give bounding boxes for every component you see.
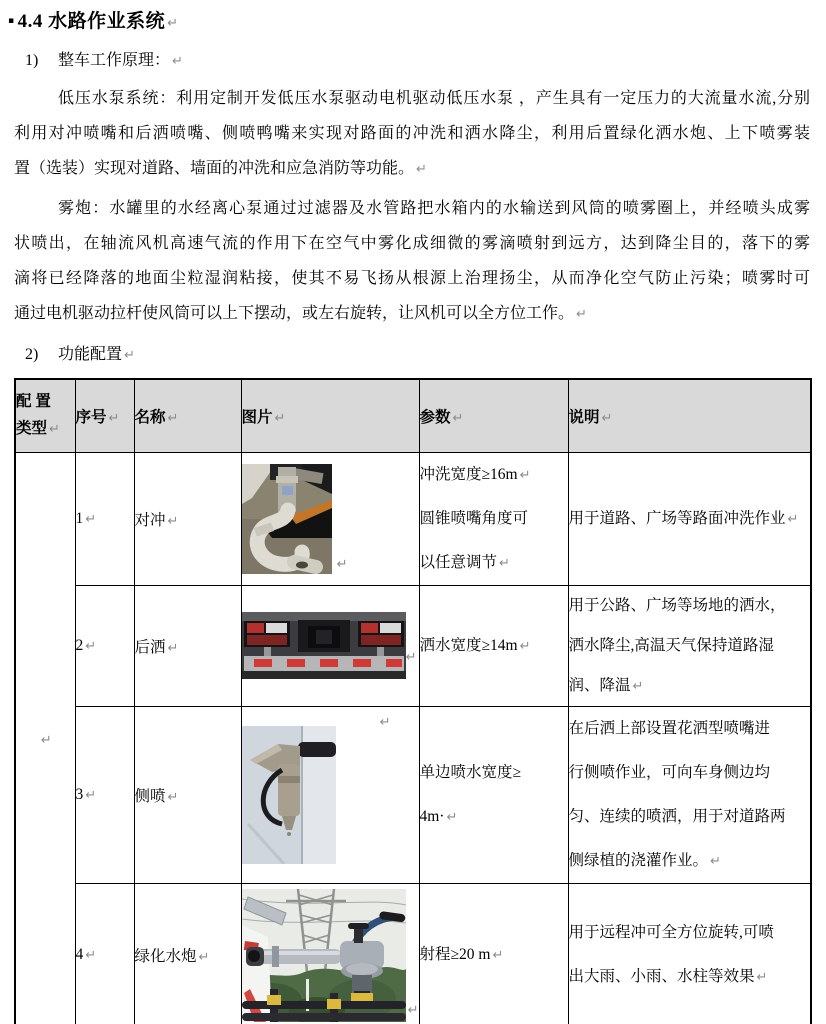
paragraph-mark-icon: ↵ xyxy=(407,1002,419,1018)
paragraph-mark-icon: ↵ xyxy=(710,853,721,869)
cell-param xyxy=(419,883,568,1024)
table-row xyxy=(15,585,811,706)
paragraph-mark-icon: ↵ xyxy=(167,789,179,805)
paragraph-line xyxy=(14,296,810,331)
paragraph-mark-icon: ↵ xyxy=(519,467,531,483)
paragraph-mark-icon: ↵ xyxy=(519,638,531,654)
cell-text: 绿化水炮 xyxy=(134,948,197,966)
rear-sprinkler-photo xyxy=(242,612,406,679)
cell-desc xyxy=(568,883,811,1024)
cell-text: 洒水宽度≥14m xyxy=(419,636,518,654)
table-header-row xyxy=(15,379,811,452)
cell-text: 用于道路、广场等路面冲洗作业 xyxy=(568,509,786,527)
cell-text: 用于公路、广场等场地的洒水， xyxy=(568,596,786,614)
paragraph-mark-icon: ↵ xyxy=(405,650,417,665)
table-row xyxy=(15,883,811,1024)
paragraph-mark-icon: ↵ xyxy=(85,787,97,803)
cell-name xyxy=(134,452,241,585)
cell-text: 行侧喷作业，可向车身侧边均 xyxy=(568,763,771,781)
cell-text: 润、降温 xyxy=(568,676,631,694)
cell-text: 以任意调节 xyxy=(419,553,498,571)
cell-text: 用于远程冲可全方位旋转,可喷 xyxy=(568,924,774,942)
header-image xyxy=(241,379,419,452)
paragraph-mark-icon: ↵ xyxy=(787,511,799,527)
paragraph-text: 通过电机驱动拉杆使风筒可以上下摆动，或左右旋转，让风机可以全方位工作。 xyxy=(14,305,575,322)
cell-image xyxy=(241,883,419,1024)
paragraph-line xyxy=(14,261,810,296)
paragraph-mark-icon: ↵ xyxy=(124,348,135,363)
cell-name xyxy=(134,883,241,1024)
paragraph-mark-icon: ↵ xyxy=(85,948,97,964)
cell-param xyxy=(419,585,568,706)
table-row xyxy=(15,452,811,585)
paragraph-line xyxy=(14,81,810,116)
paragraph-mark-icon: ↵ xyxy=(756,970,768,986)
paragraph-line xyxy=(14,116,810,151)
paragraph-line xyxy=(14,151,810,186)
paragraph-mark-icon: ↵ xyxy=(40,732,52,748)
paragraph-text: 利用对冲喷嘴和后洒喷嘴、侧喷鸭嘴来实现对路面的冲洗和洒水降尘，利用后置绿化洒水炮、上下喷雾装 xyxy=(14,125,810,142)
cell-text: 出大雨、小雨、水柱等效果 xyxy=(568,968,755,986)
paragraph-mark-icon: ↵ xyxy=(167,513,179,529)
cell-index xyxy=(75,585,134,706)
side-spray-nozzle-photo xyxy=(242,726,336,864)
header-text: 图片 xyxy=(241,408,273,426)
cell-text: 2 xyxy=(75,636,84,654)
list-title: 整车工作原理： xyxy=(58,52,171,69)
cell-name xyxy=(134,706,241,883)
paragraph-mark-icon: ↵ xyxy=(576,307,587,322)
paragraph-mark-icon: ↵ xyxy=(274,410,286,426)
cell-text: 对冲 xyxy=(134,511,166,529)
paragraph-mark-icon: ↵ xyxy=(379,714,391,730)
paragraph-text: 置（选装）实现对道路、墙面的冲洗和应急消防等功能。 xyxy=(14,160,415,177)
paragraph-mark-icon: ↵ xyxy=(167,640,179,656)
flush-nozzle-photo xyxy=(242,464,332,574)
paragraph-mark-icon: ↵ xyxy=(198,950,210,966)
cell-param xyxy=(419,452,568,585)
paragraph-mark-icon: ↵ xyxy=(85,511,97,527)
greening-water-cannon-photo xyxy=(242,889,406,1022)
cell-text: 侧喷 xyxy=(134,787,166,805)
paragraph-mark-icon: ↵ xyxy=(108,410,120,426)
paragraph-text: 状喷出，在轴流风机高速气流的作用下在空气中雾化成细微的雾滴喷射到远方，达到降尘目的，落下的雾 xyxy=(14,235,810,252)
cell-name xyxy=(134,585,241,706)
cell-param xyxy=(419,706,568,883)
header-config-type xyxy=(15,379,75,452)
header-text: 序号 xyxy=(75,408,107,426)
paragraph-line xyxy=(14,191,810,226)
list-number: 2) xyxy=(25,346,39,363)
list-item-1 xyxy=(25,49,810,74)
header-desc xyxy=(568,379,811,452)
cell-image xyxy=(241,706,419,883)
cell-index xyxy=(75,883,134,1024)
cell-text: 匀、连续的喷洒，用于对道路两 xyxy=(568,807,786,825)
section-heading-text: 4.4 水路作业系统 xyxy=(17,11,166,32)
cell-image xyxy=(241,585,419,706)
cell-desc xyxy=(568,585,811,706)
cell-text: 4 xyxy=(75,946,84,964)
cell-image xyxy=(241,452,419,585)
paragraph-mark-icon: ↵ xyxy=(172,54,183,69)
header-param xyxy=(419,379,568,452)
header-text: 说明 xyxy=(568,408,600,426)
header-text: 类型 xyxy=(16,420,48,438)
cell-text: 3 xyxy=(75,785,84,803)
paragraph-mark-icon: ↵ xyxy=(416,162,427,177)
paragraph-mark-icon: ↵ xyxy=(446,809,458,825)
list-number: 1) xyxy=(25,52,39,69)
paragraph-mark-icon: ↵ xyxy=(167,410,179,426)
header-text: 配 置 xyxy=(16,393,51,411)
paragraph-mark-icon: ↵ xyxy=(601,410,613,426)
table-row xyxy=(15,706,811,883)
paragraph-mark-icon: ↵ xyxy=(85,638,97,654)
paragraph-text: 雾炮：水罐里的水经离心泵通过过滤器及水管路把水箱内的水输送到风筒的喷雾圈上，并经喷头成雾 xyxy=(58,200,810,217)
cell-desc xyxy=(568,452,811,585)
header-text: 参数 xyxy=(419,408,451,426)
cell-index xyxy=(75,706,134,883)
paragraph-mark-icon: ↵ xyxy=(452,410,464,426)
header-text: 名称 xyxy=(134,408,166,426)
cell-text: 洒水降尘,高温天气保持道路湿 xyxy=(568,636,774,654)
header-name xyxy=(134,379,241,452)
header-index xyxy=(75,379,134,452)
cell-text: 1 xyxy=(75,509,84,527)
paragraph-mark-icon: ↵ xyxy=(499,555,510,571)
cell-text: 4m· xyxy=(419,807,445,825)
paragraph-mark-icon: ↵ xyxy=(492,948,504,964)
cell-text: 单边喷水宽度≥ xyxy=(419,763,522,781)
cell-text: 射程≥20 m xyxy=(419,946,491,964)
list-item-2 xyxy=(25,343,810,368)
cell-text: 在后洒上部设置花洒型喷嘴进 xyxy=(568,719,771,737)
paragraph-mark-icon: ↵ xyxy=(336,556,348,572)
cell-text: 冲洗宽度≥16m xyxy=(419,465,518,483)
cell-index xyxy=(75,452,134,585)
paragraph-fog-cannon xyxy=(14,191,810,331)
section-heading xyxy=(8,0,810,36)
config-type-merged-cell xyxy=(15,452,75,1024)
paragraph-pump-system xyxy=(14,81,810,186)
heading-outline-mark-icon: ▪ xyxy=(8,16,15,26)
paragraph-mark-icon: ↵ xyxy=(49,422,60,438)
paragraph-text: 滴将已经降落的地面尘粒湿润粘接，使其不易飞扬从根源上治理扬尘，从而净化空气防止污染；喷雾时可 xyxy=(14,270,810,287)
paragraph-mark-icon: ↵ xyxy=(632,678,644,694)
list-title: 功能配置 xyxy=(58,346,123,363)
cell-text: 侧绿植的浇灌作业。 xyxy=(568,851,709,869)
cell-text: 后洒 xyxy=(134,638,166,656)
paragraph-line xyxy=(14,226,810,261)
cell-desc xyxy=(568,706,811,883)
function-config-table xyxy=(14,378,812,1024)
paragraph-text: 低压水泵系统：利用定制开发低压水泵驱动电机驱动低压水泵 ，产生具有一定压力的大流量水流,分别 xyxy=(58,90,810,107)
cell-text: 圆锥喷嘴角度可 xyxy=(419,509,529,527)
paragraph-mark-icon: ↵ xyxy=(167,16,179,31)
